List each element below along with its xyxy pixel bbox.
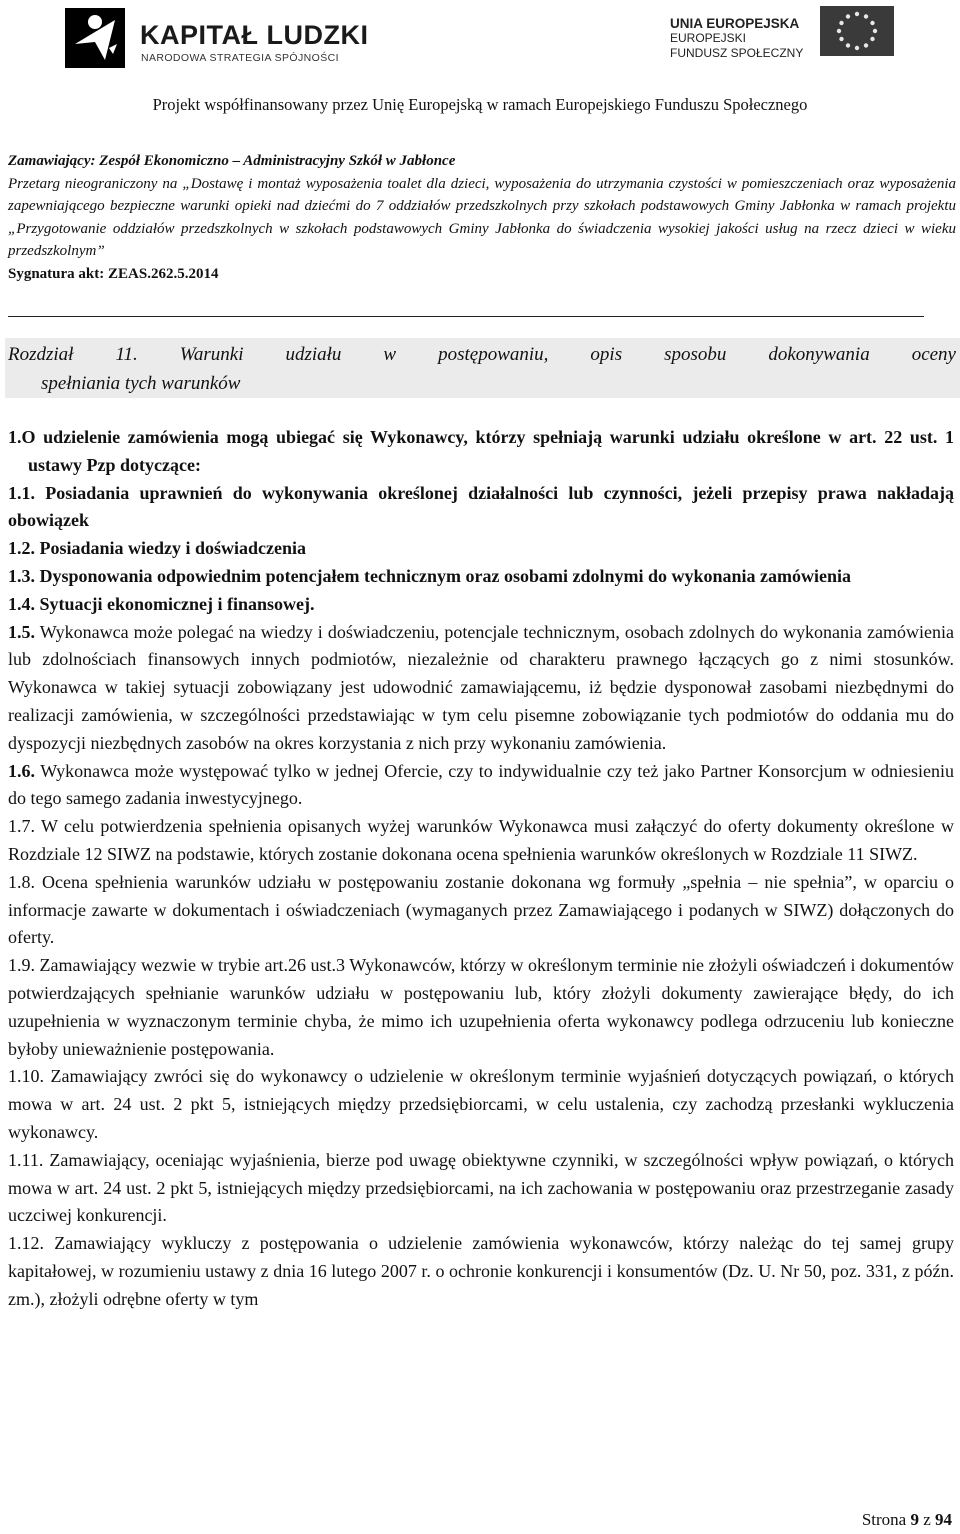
kapital-ludzki-title: KAPITAŁ LUDZKI [140, 20, 369, 50]
contracting-authority: Zamawiający: Zespół Ekonomiczno – Administracyjny Szkół w Jabłonce [8, 153, 456, 169]
section-1-12: 1.12. Zamawiający wykluczy z postępowania o udzielenie zamówienia wykonawców, którzy należąc do tej samej grupy kapitałowej, w rozumieniu ustawy z dnia 16 lutego 2007 r. o ochronie konkurencji i konsumentów (Dz. U. Nr 50, poz. 331, z późn. zm.), złożyli odrębne oferty w tym [8, 1233, 954, 1309]
section-1-4: 1.4. Sytuacji ekonomicznej i finansowej. [8, 593, 315, 614]
eu-flag-icon [820, 6, 894, 56]
eu-logo [598, 10, 898, 70]
page-total: 94 [935, 1510, 952, 1529]
section-1-6-text: Wykonawca może występować tylko w jednej Ofercie, czy to indywidualnie czy też jako Partner Konsorcjum w odniesieniu do tego samego zadania inwestycyjnego. [8, 760, 954, 809]
eu-logo-text [670, 16, 803, 61]
section-1-10: 1.10. Zamawiający zwróci się do wykonawcy o udzielenie w określonym terminie wyjaśnień dotyczących powiązań, o których mowa w art. 24 ust. 2 pkt 5, istniejących między przedsiębiorcami, w celu ustalenia, czy zachodzą przesłanki wykluczenia wykonawcy. [8, 1066, 954, 1142]
chapter-heading [5, 338, 960, 398]
chapter-heading-line2: spełniania tych warunków [41, 373, 241, 394]
section-1-6-number: 1.6. [8, 760, 35, 781]
page-footer [862, 1510, 952, 1530]
section-1-8: 1.8. Ocena spełnienia warunków udziału w postępowaniu zostanie dokonana wg formuły „spełnia – nie spełnia”, w oparciu o informacje zawarte w dokumentach i oświadczeniach (wymaganych przez Zamawiającego i podanych w SIWZ) dołączonych do oferty. [8, 871, 954, 948]
eu-logo-line2: EUROPEJSKI [670, 31, 747, 45]
section-1-11: 1.11. Zamawiający, oceniając wyjaśnienia, bierze pod uwagę obiektywne czynniki, w szczególności wpływ powiązań, o których mowa w art. 24 ust. 2 pkt 5, istniejących między przedsiębiorcami, na ich zachowania w postępowaniu oraz przestrzeganie zasady uczciwej konkurencji. [8, 1149, 954, 1226]
chapter-content [8, 424, 954, 1314]
section-1-3: 1.3. Dysponowania odpowiednim potencjałem technicznym oraz osobami zdolnymi do wykonania zamówienia [8, 565, 852, 586]
section-1-6 [8, 758, 954, 814]
section-1-5-number: 1.5. [8, 621, 35, 642]
section-1: 1.O udzielenie zamówienia mogą ubiegać się Wykonawcy, którzy spełniają warunki udziału określone w art. 22 ust. 1 ustawy Pzp dotyczące: [8, 427, 954, 475]
tender-description: Przetarg nieograniczony na „Dostawę i montaż wyposażenia toalet dla dzieci, wyposażenia do utrzymania czystości w pomieszczeniach oraz wyposażenia zapewniającego bezpieczne warunki opieki nad dziećmi do 7 oddziałów przedszkolnych przy szkołach podstawowych Gminy Jabłonka w ramach projektu „Przygotowanie oddziałów przedszkolnych w szkołach podstawowych Gminy Jabłonka do świadczenia wysokiej jakości usług na rzecz dzieci w wieku przedszkolnym” [8, 175, 956, 260]
eu-logo-line3: FUNDUSZ SPOŁECZNY [670, 46, 804, 60]
chapter-heading-line1: Rozdział 11. Warunki udziału w postępowaniu, opis sposobu dokonywania oceny [8, 344, 956, 365]
section-1-5-text: Wykonawca może polegać na wiedzy i doświadczeniu, potencjale technicznym, osobach zdolnych do wykonania zamówienia lub zdolnościach finansowych innych podmiotów, niezależnie od charakteru prawnego łączących go z nimi stosunków. Wykonawca w takiej sytuacji zobowiązany jest udowodnić zamawiającemu, iż będzie dysponował zasobami niezbędnymi do realizacji zamówienia, w szczególności przedstawiając w tym celu pisemne zobowiązanie tych podmiotów do oddania mu do dyspozycji niezbędnych zasobów na okres korzystania z nich przy wykonaniu zamówienia. [8, 621, 954, 753]
section-1-7: 1.7. W celu potwierdzenia spełnienia opisanych wyżej warunków Wykonawca musi załączyć do oferty dokumenty określone w Rozdziale 12 SIWZ na podstawie, których zostanie dokonana ocena spełnienia warunków określonych w Rozdziale 11 SIWZ. [8, 816, 954, 864]
section-1-9: 1.9. Zamawiający wezwie w trybie art.26 ust.3 Wykonawców, którzy w określonym terminie nie złożyli oświadczeń i dokumentów potwierdzających spełnianie warunków udziału w postępowaniu lub, który złożyli dokumenty zawierające błędy, do ich uzupełnienia w wyznaczonym terminie chyba, że mimo ich uzupełnienia oferta wykonawcy podlega odrzuceniu lub konieczne byłoby unieważnienie postępowania. [8, 955, 954, 1059]
section-1-5 [8, 619, 954, 758]
kapital-ludzki-emblem-icon [65, 8, 125, 68]
kapital-ludzki-logo [65, 8, 369, 68]
section-1-1: 1.1. Posiadania uprawnień do wykonywania określonej działalności lub czynności, jeżeli przepisy prawa nakładają obowiązek [8, 482, 954, 531]
page-separator: z [923, 1510, 931, 1529]
section-1-2: 1.2. Posiadania wiedzy i doświadczenia [8, 538, 307, 559]
page-label: Strona [861, 1510, 907, 1529]
page-current: 9 [910, 1510, 919, 1529]
tender-info [8, 150, 956, 286]
kapital-ludzki-subtitle: NARODOWA STRATEGIA SPÓJNOŚCI [141, 52, 339, 64]
case-signature: Sygnatura akt: ZEAS.262.5.2014 [8, 265, 219, 282]
project-cofinancing-line: Projekt współfinansowany przez Unię Europejską w ramach Europejskiego Funduszu Społecznego [152, 95, 808, 114]
eu-logo-line1: UNIA EUROPEJSKA [670, 16, 800, 31]
header-divider [8, 316, 924, 317]
logo-header [0, 0, 960, 90]
